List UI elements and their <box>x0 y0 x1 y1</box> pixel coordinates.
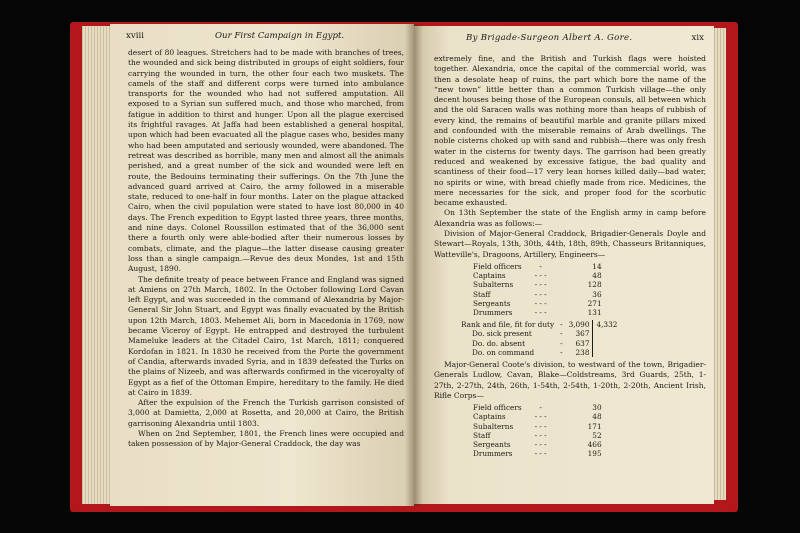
right-running-title: By Brigade-Surgeon Albert A. Gore. <box>466 33 633 43</box>
right-running-head <box>414 32 714 44</box>
row-value: 466 <box>587 439 602 449</box>
row-label: Drummers <box>473 307 513 317</box>
table-row <box>470 271 605 280</box>
row-value: 48 <box>592 412 602 422</box>
row-label: Staff <box>473 289 491 299</box>
row-dash: - <box>539 403 542 413</box>
table-row <box>458 320 620 329</box>
row-label: Sergeants <box>473 298 511 308</box>
left-page <box>110 24 414 506</box>
table-row <box>470 422 605 431</box>
table-row <box>470 262 605 271</box>
table-row <box>470 308 605 317</box>
craddock-division-table <box>470 262 605 317</box>
left-running-title: Our First Campaign in Egypt. <box>215 31 345 41</box>
right-paragraph-3: Division of Major-General Craddock, Brigadier-Generals Doyle and Stewart—Royals, 13th, 30th, 44th, 18th, 89th, Chasseurs Britanniques, Watteville's, Dragoons, Artillery, Engineers— <box>434 229 706 259</box>
row-value: 36 <box>592 289 602 299</box>
right-page <box>414 26 714 504</box>
row-label: Subalterns <box>473 421 514 431</box>
right-paragraph-1: extremely fine, and the British and Turkish flags were hoisted together. Alexandria, once the capital of the commercial world, was then a desolate heap of ruins, the part which bore the name of the “new town” little better than a common Turkish village—the only decent houses being those of the European consuls, all between which and the old Saracen walls was nothing more than heaps of rubbish of every kind, the remains of beautiful marble and granite pillars mixed and confounded with the miserable remains of Arab dwellings. The noble cisterns choked up with sand and rubbish—there was only fresh water in the cisterns for twenty days. The garrison had been greatly reduced and weakened by excessive fatigue, the bad quality and scantiness of their food—17 very lean horses killed daily—bad water, no spirits or wine, with bread chiefly made from rice. Medicines, the mere necessaries for the sick, and proper food for the scorbutic became exhausted. <box>434 54 706 208</box>
table-row <box>470 280 605 289</box>
left-running-head <box>110 30 414 42</box>
left-body-text <box>128 48 404 450</box>
row-dash: - - - <box>534 289 547 299</box>
row-label: Sergeants <box>473 439 511 449</box>
row-value: 195 <box>587 449 602 459</box>
row-dash: - - - <box>534 421 547 431</box>
row-value: 271 <box>587 298 602 308</box>
left-paragraph-3: After the expulsion of the French the Turkish garrison consisted of 3,000 at Damietta, 2,000 at Rosetta, and 20,000 at Cairo, the British garrisoning Alexandria until 1803. <box>128 398 404 428</box>
row-label: Field officers <box>473 403 522 413</box>
rank-and-file-total: 4,332 <box>596 320 618 330</box>
row-dash: - <box>560 347 563 357</box>
table-row <box>470 403 605 412</box>
right-paragraph-2: On 13th September the state of the English army in camp before Alexandria was as follows:— <box>434 208 706 228</box>
table-row <box>470 290 605 299</box>
row-value: 367 <box>566 329 593 338</box>
row-label: Subalterns <box>473 280 514 290</box>
row-label: Do. do. absent <box>472 338 526 348</box>
left-paragraph-2: The definite treaty of peace between France and England was signed at Amiens on 27th March, 1802. In the October following Lord Cavan left Egypt, and was succeeded in the command of Alexandria by Major-General Sir John Stuart, and Egypt was finally evacuated by the British upon 12th March, 1803. Mehemet Ali, born in Macedonia in 1769, now became Viceroy of Egypt. He entrapped and destroyed the turbulent Mameluke leaders at the Citadel Cairo, 1st March, 1811; conquered Kordofan in 1821. In 1830 he received from the Porte the government of Candia, afterwards invaded Syria, and in 1839 defeated the Turks on the plains of Nizeeb, and was afterwards confirmed in the viceroyalty of Egypt as a fief of the Ottoman Empire, hereditary to the family. He died at Cairo in 1839. <box>128 274 404 397</box>
page-edges-right <box>712 28 726 500</box>
row-label: Rank and file, fit for duty <box>461 320 555 330</box>
row-dash: - <box>560 320 563 330</box>
row-dash: - - - <box>534 298 547 308</box>
row-value: 128 <box>587 280 602 290</box>
book-gutter <box>405 24 423 506</box>
row-value: 171 <box>587 421 602 431</box>
right-body-text <box>434 54 706 461</box>
table-row <box>470 440 605 449</box>
coote-division-table <box>470 403 605 458</box>
row-value: 30 <box>592 403 602 413</box>
right-paragraph-4: Major-General Coote's division, to westward of the town, Brigadier-Generals Ludlow, Cavan, Blake—Coldstreams, 3rd Guards, 25th, 1-27th, 2-27th, 24th, 26th, 1-54th, 2-54th, 1-20th, 2-20th, Ancient Irish, Rifle Corps— <box>434 359 706 400</box>
rank-and-file-table <box>458 320 620 357</box>
row-dash: - - - <box>534 307 547 317</box>
row-label: Staff <box>473 430 491 440</box>
row-label: Drummers <box>473 449 513 459</box>
row-dash: - <box>560 329 563 339</box>
row-value: 14 <box>592 261 602 271</box>
table-row <box>470 431 605 440</box>
row-dash: - - - <box>534 412 547 422</box>
row-value: 637 <box>566 339 593 348</box>
right-page-number: xix <box>691 33 704 43</box>
row-label: Captains <box>473 271 506 281</box>
row-value: 48 <box>592 271 602 281</box>
row-dash: - - - <box>534 449 547 459</box>
row-dash: - - - <box>534 271 547 281</box>
row-dash: - <box>539 261 542 271</box>
left-paragraph-4: When on 2nd September, 1801, the French lines were occupied and taken possession of by Major-General Craddock, the day was <box>128 428 404 449</box>
row-value: 238 <box>566 348 593 357</box>
row-dash: - - - <box>534 280 547 290</box>
row-value: 3,090 <box>566 320 593 329</box>
row-label: Do. on command <box>472 347 535 357</box>
row-label: Do. sick present <box>472 329 532 339</box>
row-label: Field officers <box>473 261 522 271</box>
row-dash: - <box>560 338 563 348</box>
row-dash: - - - <box>534 439 547 449</box>
left-paragraph-1: desert of 80 leagues. Stretchers had to be made with branches of trees, the wounded and sick being distributed in groups of eight soldiers, four carrying the wounded in turn, the other four each two muskets. The camels of the staff and different corps were turned into ambulance transports for the wounded who had not suffered amputation. All exposed to a Syrian sun suffered much, and those who marched, from fatigue in addition to thirst and hunger. Upon all the plague exercised its frightful ravages. At Jaffa had been established a general hospital, upon which had been evacuated all the plague cases who, besides many who had been amputated and seriously wounded, were abandoned. The retreat was described as horrible, many men and almost all the animals perished, and a great number of the sick and wounded were left en route, the Bedouins terminating their sufferings. On the 7th June the advanced guard arrived at Cairo, the army followed in a miserable state, reduced to one-half in four months. Later on the plague attacked Cairo, when the civil population were stated to have lost 80,000 in 40 days. The French expedition to Egypt lasted three years, three months, and nine days. Colonel Roussillon estimated that of the 36,000 sent there a fourth only were able-bodied after their numerous losses by combats, climate, and the plague—the latter disease causing greater loss than a single campaign.—Revue des deux Mondes, 1st and 15th August, 1890. <box>128 48 404 274</box>
row-value: 52 <box>592 430 602 440</box>
table-row <box>470 449 605 458</box>
row-value: 131 <box>587 307 602 317</box>
table-row <box>470 412 605 421</box>
row-label: Captains <box>473 412 506 422</box>
left-page-number: xviii <box>126 31 144 41</box>
row-dash: - - - <box>534 430 547 440</box>
page-edges-left <box>82 26 112 504</box>
table-row <box>470 299 605 308</box>
